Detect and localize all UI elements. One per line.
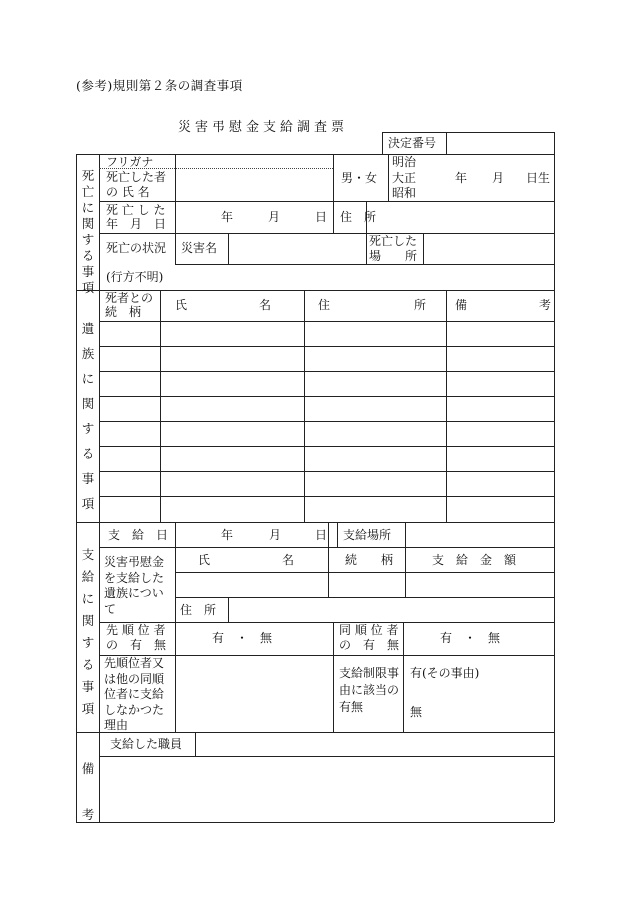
staff-field[interactable] xyxy=(197,734,552,754)
payment-place-label: 支給場所 xyxy=(343,528,392,542)
payment-day: 日 xyxy=(315,528,328,542)
same-rank-label-2: の 有 無 xyxy=(339,638,400,652)
dob-day: 日生 xyxy=(526,171,551,185)
furigana-label: フリガナ xyxy=(106,155,154,169)
priority-value[interactable]: 有 ・ 無 xyxy=(212,631,273,645)
reference-note: (参考)規則第２条の調査事項 xyxy=(76,78,243,93)
priority-label-2: の 有 無 xyxy=(106,638,167,652)
era-taisho[interactable]: 大正 xyxy=(392,171,417,185)
death-date-label-2: 年 月 日 xyxy=(106,217,167,231)
decision-number-field[interactable] xyxy=(448,134,552,152)
payment-place-field[interactable] xyxy=(407,524,552,545)
recipient-label: 災害弔慰金を支給した遺族について xyxy=(104,555,165,616)
deceased-name-label-2: の 氏 名 xyxy=(106,185,150,199)
relation-col-2: 続 柄 xyxy=(105,305,142,319)
priority-label-1: 先 順 位 者 xyxy=(106,623,166,637)
circumstance-label: 死亡の状況 xyxy=(106,241,167,255)
deceased-name-field[interactable] xyxy=(177,170,331,199)
death-year: 年 xyxy=(221,210,234,224)
remarks-section-label: 備考 xyxy=(81,761,95,822)
restriction-yes[interactable]: 有(その事由) xyxy=(410,666,480,680)
decision-number-label: 決定番号 xyxy=(388,136,437,150)
payment-year: 年 xyxy=(221,528,234,542)
recipient-relation-col: 続 柄 xyxy=(345,553,394,567)
death-place-label-1: 死亡した xyxy=(369,234,418,248)
family-address-col: 住 所 xyxy=(318,298,427,312)
reason-label: 先順位者又は他の同順位者に支給しなかつた理由 xyxy=(104,656,165,732)
form-title: 災害弔慰金支給調査票 xyxy=(178,120,349,135)
relation-col-1: 死者との xyxy=(105,291,154,305)
gender-options[interactable]: 男・女 xyxy=(341,171,378,185)
payment-month: 月 xyxy=(269,528,282,542)
dob-year: 年 xyxy=(455,171,468,185)
same-rank-label-1: 同 順 位 者 xyxy=(339,623,399,637)
deceased-name-label-1: 死亡した者 xyxy=(106,170,167,184)
family-remarks-col: 備 考 xyxy=(455,298,552,312)
recipient-address-label: 住 所 xyxy=(180,603,217,617)
death-place-label-2: 場 所 xyxy=(369,249,418,263)
remarks-field[interactable] xyxy=(101,758,552,820)
era-showa[interactable]: 昭和 xyxy=(392,186,417,200)
restriction-no[interactable]: 無 xyxy=(410,705,423,719)
death-section-label: 死亡に関する事項 xyxy=(81,168,95,295)
same-rank-value[interactable]: 有 ・ 無 xyxy=(440,631,501,645)
era-meiji[interactable]: 明治 xyxy=(392,155,417,169)
family-name-col: 氏 名 xyxy=(175,298,272,312)
payment-section-label: 支給に関する事項 xyxy=(81,547,95,716)
family-section-label: 遺族に関する事項 xyxy=(81,321,95,511)
furigana-field[interactable] xyxy=(177,156,331,167)
address-label: 住 所 xyxy=(340,210,377,224)
missing-label: (行方不明) xyxy=(106,270,164,284)
amount-col: 支 給 金 額 xyxy=(432,553,517,567)
death-month: 月 xyxy=(268,210,281,224)
recipient-name-col: 氏 名 xyxy=(198,553,295,567)
disaster-name-field[interactable] xyxy=(230,235,364,262)
death-place-field[interactable] xyxy=(425,235,552,262)
dob-month: 月 xyxy=(492,171,505,185)
restriction-label: 支給制限事由に該当の有無 xyxy=(339,666,400,714)
death-date-label-1: 死 亡 し た xyxy=(106,203,166,217)
payment-date-label: 支 給 日 xyxy=(108,528,169,542)
address-field[interactable] xyxy=(368,203,552,231)
staff-label: 支給した職員 xyxy=(110,737,183,751)
recipient-address-field[interactable] xyxy=(230,599,552,620)
reason-field[interactable] xyxy=(177,657,331,730)
circumstance-field[interactable] xyxy=(177,266,552,288)
disaster-name-label: 災害名 xyxy=(181,241,218,255)
death-day: 日 xyxy=(315,210,328,224)
